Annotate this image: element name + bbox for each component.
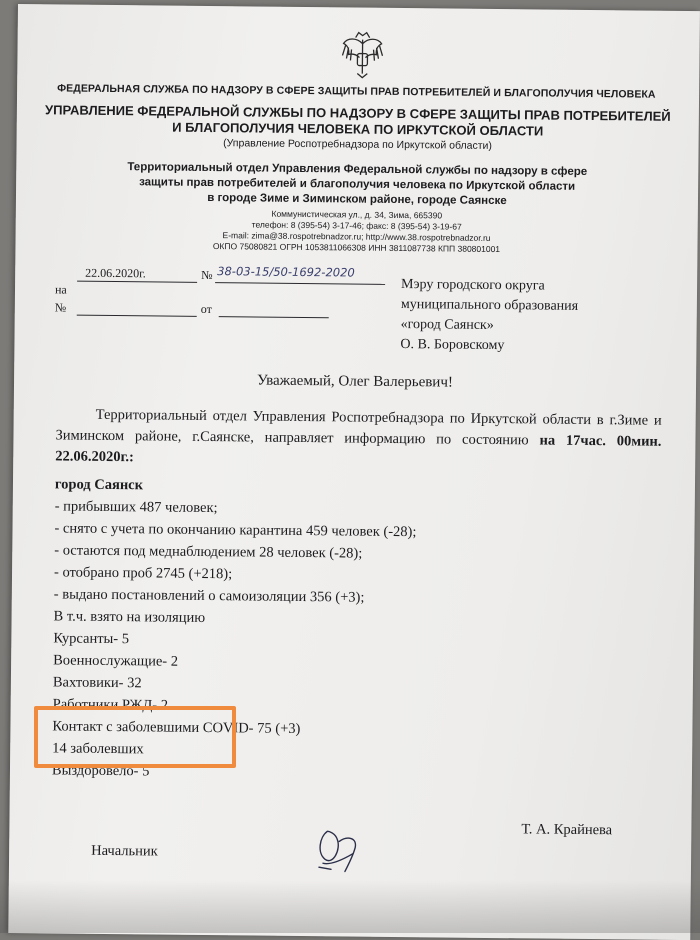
- city-heading: город Саянск: [54, 476, 144, 494]
- list-item: - прибывших 487 человек;: [54, 498, 218, 517]
- no-underline: [77, 315, 197, 317]
- department-line-1: УПРАВЛЕНИЕ ФЕДЕРАЛЬНОЙ СЛУЖБЫ ПО НАДЗОРУ В СФЕРЕ ЗАЩИТЫ ПРАВ ПОТРЕБИТЕЛЕЙ: [45, 102, 671, 124]
- handwritten-signature-icon: [309, 819, 380, 880]
- list-item: Работники РЖД- 2: [52, 696, 169, 714]
- list-item: Вахтовики- 32: [52, 674, 142, 692]
- recipient-line-2: муниципального образования: [400, 297, 579, 314]
- intro-text: Территориальный отдел Управления Роспотребнадзора по Иркутской области в г.Зиме и Зиминском районе, г.Саянске, направляет информацию по состоянию: [55, 406, 662, 449]
- agency-line: ФЕДЕРАЛЬНАЯ СЛУЖБА ПО НАДЗОРУ В СФЕРЕ ЗАЩИТЫ ПРАВ ПОТРЕБИТЕЛЕЙ И БЛАГОПОЛУЧИЯ ЧЕЛОВЕКА: [57, 82, 656, 101]
- list-item: Выздоровело- 5: [51, 762, 150, 780]
- list-item: - остаются под меднаблюдением 28 человек (-28);: [54, 542, 363, 562]
- email-web: E-mail: zima@38.rospotrebnadzor.ru; http://www.38.rospotrebnadzor.ru: [222, 230, 491, 243]
- address: Коммунистическая ул., д. 34, Зима, 665390: [271, 208, 443, 221]
- list-item: Военнослужащие- 2: [53, 652, 179, 670]
- highlight-box: [34, 706, 236, 768]
- intro-paragraph: [55, 404, 662, 473]
- list-item: - снято с учета по окончанию карантина 459 человек (-28);: [54, 520, 417, 541]
- recipient-line-3: «город Саянск»: [400, 317, 494, 333]
- recipient-line-4: О. В. Боровскому: [400, 337, 505, 354]
- signatory-name: Т. А. Крайнева: [521, 821, 613, 839]
- bottom-shadow: [0, 880, 700, 933]
- department-short: (Управление Роспотребнадзора по Иркутской области): [223, 137, 493, 152]
- territorial-line-3: в городе Зиме и Зиминском районе, городе Саянске: [207, 191, 507, 208]
- territorial-line-1: Территориальный отдел Управления Федеральной службы по надзору в сфере: [127, 161, 588, 178]
- department-line-2: И БЛАГОПОЛУЧИЯ ЧЕЛОВЕКА ПО ИРКУТСКОЙ ОБЛАСТИ: [172, 119, 544, 139]
- list-item: 14 заболевших: [52, 740, 144, 758]
- territorial-line-2: защиты прав потребителей и благополучия человека по Иркутской области: [139, 176, 576, 193]
- ot-underline: [219, 316, 329, 318]
- outgoing-date: 22.06.2020г.: [85, 265, 146, 281]
- phones: телефон: 8 (395-54) 3-17-46; факс: 8 (395-54) 3-19-67: [251, 219, 462, 232]
- coat-of-arms-icon: [339, 29, 386, 79]
- number-prefix: №: [201, 267, 213, 283]
- ot-label: от: [200, 301, 212, 317]
- salutation: Уважаемый, Олег Валерьевич!: [257, 372, 454, 391]
- list-item: - отобрано проб 2745 (+218);: [53, 564, 233, 583]
- date-underline: [77, 281, 197, 283]
- recipient-line-1: Мэру городского округа: [401, 277, 545, 294]
- na-label: на: [54, 282, 67, 297]
- list-item: - выдано постановлений о самоизоляции 356 (+3);: [53, 586, 365, 606]
- list-item: Курсанты- 5: [53, 630, 130, 648]
- signatory-title: Начальник: [91, 842, 158, 860]
- no-label: №: [54, 300, 67, 315]
- list-item: Контакт с заболевшими COVID- 75 (+3): [52, 718, 301, 737]
- registration-codes: ОКПО 75080821 ОГРН 1053811066308 ИНН 3811087738 КПП 380801001: [212, 241, 501, 255]
- number-underline: [215, 282, 385, 285]
- intro-date: на 17час. 00мин. 22.06.2020г.:: [55, 432, 662, 466]
- outgoing-number: 38-03-15/50-1692-2020: [217, 264, 355, 280]
- list-item: В т.ч. взято на изоляцию: [53, 608, 206, 626]
- document-page: [8, 4, 700, 940]
